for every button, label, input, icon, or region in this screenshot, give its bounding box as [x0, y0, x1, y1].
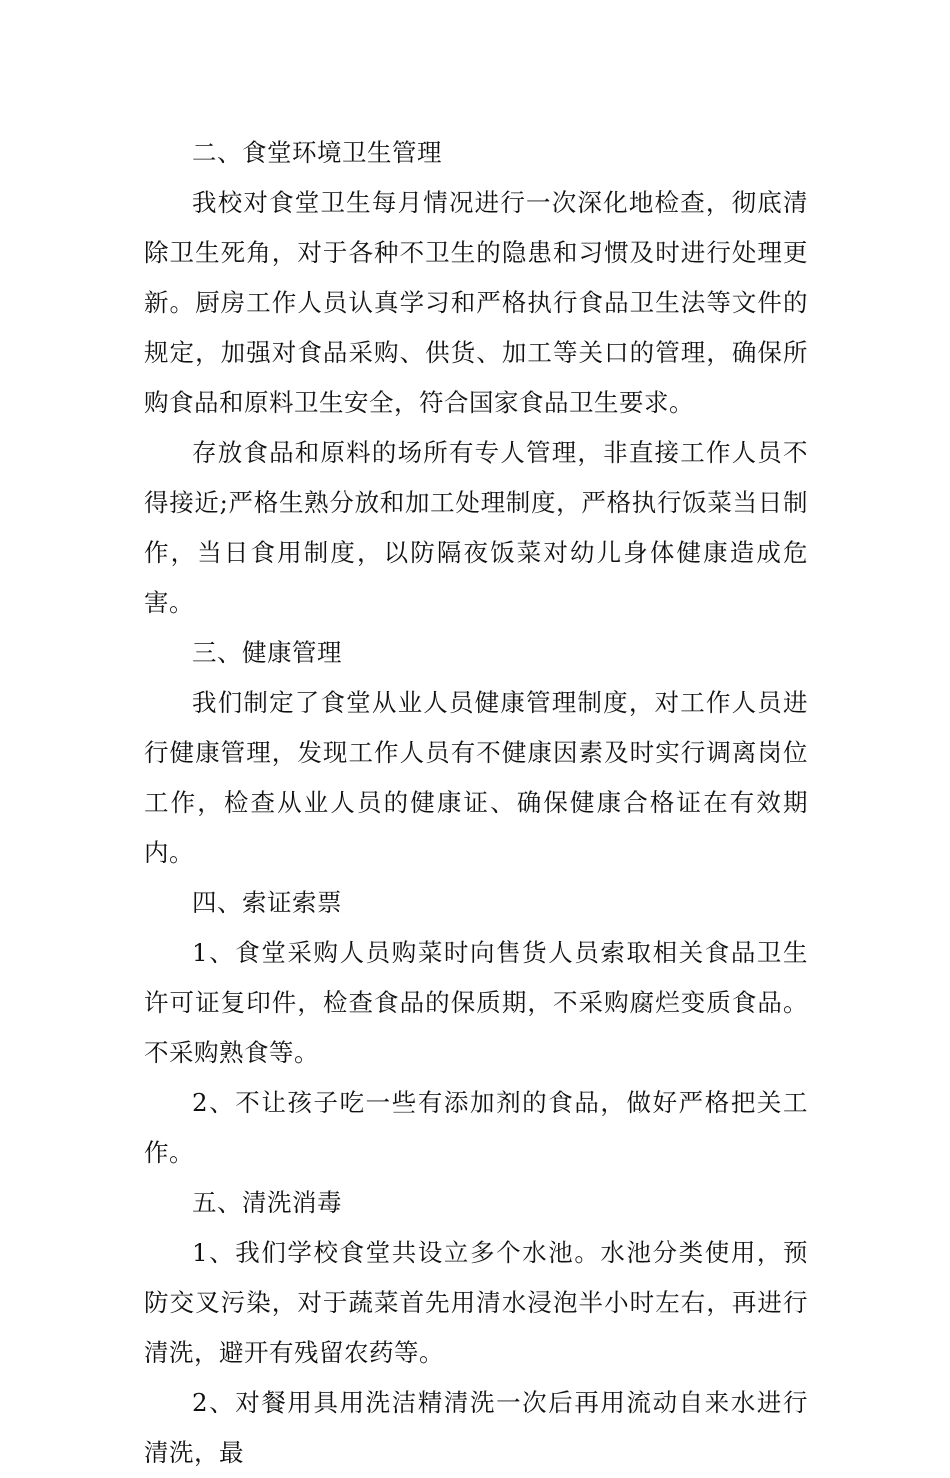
section-heading-canteen-hygiene: 二、食堂环境卫生管理 — [192, 138, 442, 167]
paragraph-health-system: 我们制定了食堂从业人员健康管理制度，对工作人员进行健康管理，发现工作人员有不健康因素及时实行调离岗位工作，检查从业人员的健康证、确保健康合格证在有效期内。 — [144, 688, 808, 867]
list-item-cleaning-1: 1、我们学校食堂共设立多个水池。水池分类使用，预防交叉污染，对于蔬菜首先用清水浸泡半小时左右，再进行清洗，避开有残留农药等。 — [144, 1238, 808, 1367]
paragraph-storage-management: 存放食品和原料的场所有专人管理，非直接工作人员不得接近;严格生熟分放和加工处理制度，严格执行饭菜当日制作，当日食用制度，以防隔夜饭菜对幼儿身体健康造成危害。 — [144, 438, 808, 617]
list-item-certificate-2: 2、不让孩子吃一些有添加剂的食品，做好严格把关工作。 — [144, 1088, 808, 1167]
section-heading-certificates: 四、索证索票 — [192, 888, 342, 917]
list-item-cleaning-2: 2、对餐用具用洗洁精清洗一次后再用流动自来水进行清洗，最 — [144, 1388, 808, 1467]
section-heading-health-management: 三、健康管理 — [192, 638, 342, 667]
section-heading-cleaning: 五、清洗消毒 — [192, 1188, 342, 1217]
list-item-certificate-1: 1、食堂采购人员购菜时向售货人员索取相关食品卫生许可证复印件，检查食品的保质期，不采购腐烂变质食品。不采购熟食等。 — [144, 938, 808, 1067]
document-body — [144, 128, 808, 1478]
paragraph-monthly-inspection: 我校对食堂卫生每月情况进行一次深化地检查，彻底清除卫生死角，对于各种不卫生的隐患和习惯及时进行处理更新。厨房工作人员认真学习和严格执行食品卫生法等文件的规定，加强对食品采购、供货、加工等关口的管理，确保所购食品和原料卫生安全，符合国家食品卫生要求。 — [144, 188, 808, 417]
